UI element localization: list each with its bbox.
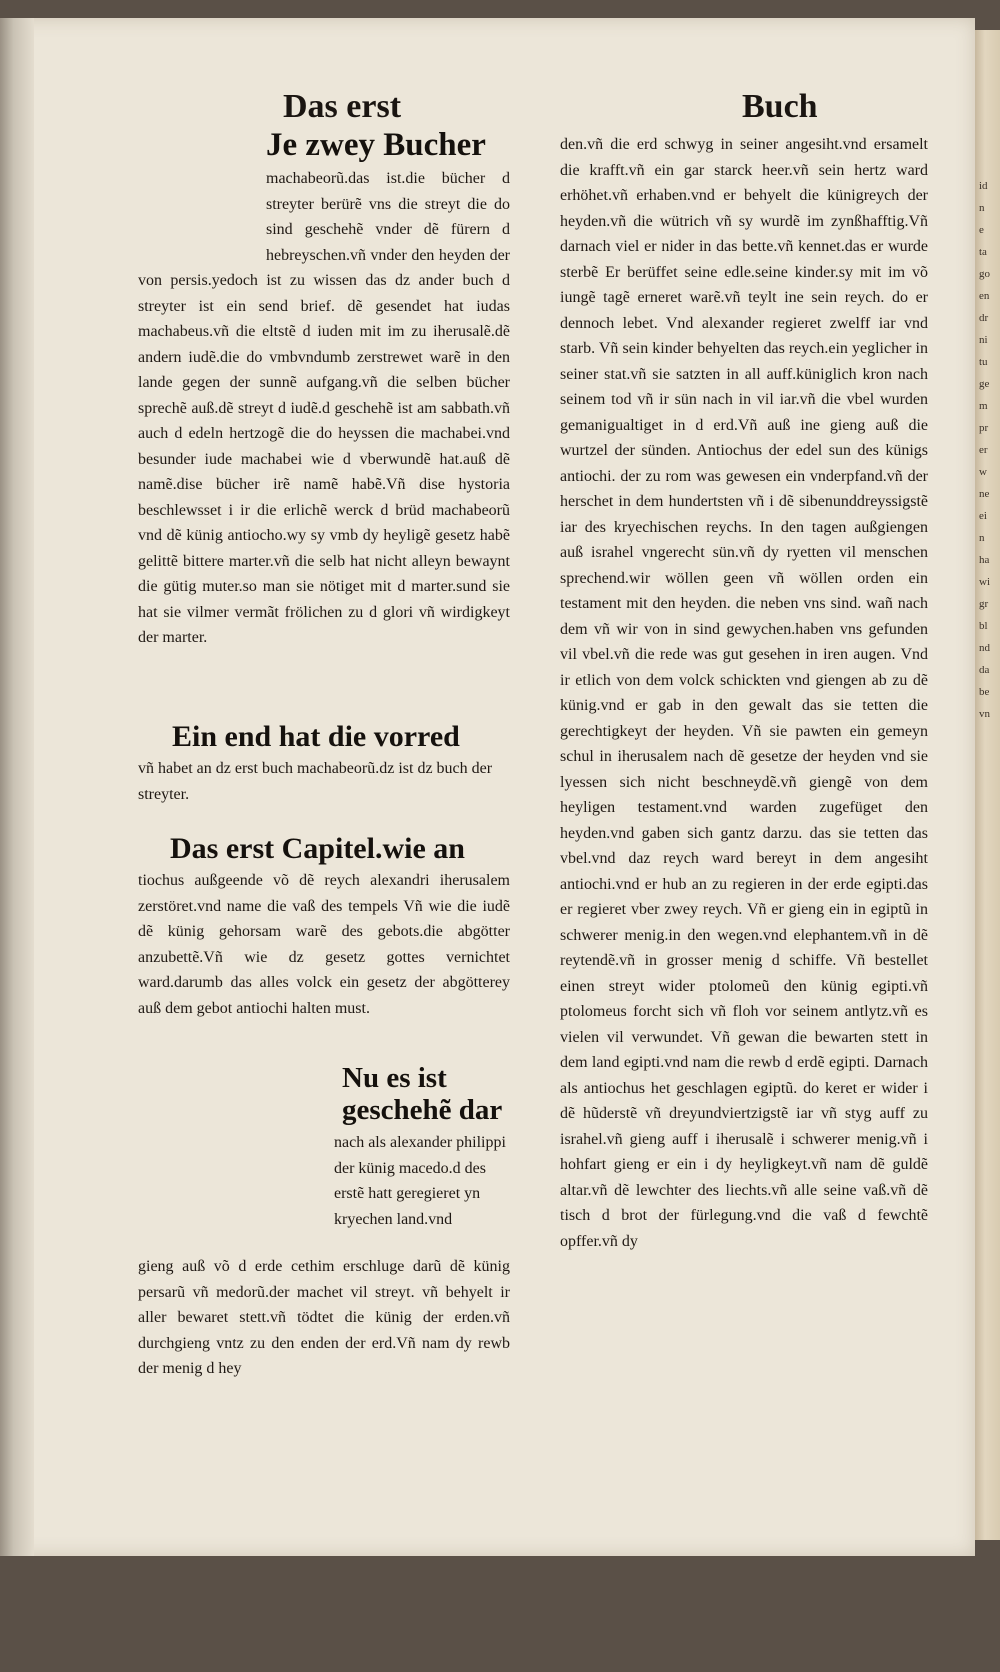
next-page-fragment: ei — [979, 510, 987, 522]
next-page-fragment: n — [979, 532, 985, 544]
intro-paragraph: machabeorũ.das ist.die bücher d streyter berürẽ vns die streyt die do sind geschehẽ vnder dẽ fürern d hebreyschen.vñ vnder den heyden der von persis.yedoch ist zu wissen das dz ander buch d streyter ist ein send brief. dẽ gesendet hat iudas machabeus.vñ die eltstẽ d iuden mit im zu iherusalẽ.dẽ andern iudẽ.die do vmbvndumb zerstrewet warẽ in den lande gegen der sunnẽ aufgang.vñ die selben bücher sprechẽ auß.dẽ streyt d iudẽ.d geschehẽ ist am sabbath.vñ auch d edeln hertzogẽ die do heyssen die machabei.vnd besunder iude machabei wie d vberwundẽ hat.auß dẽ namẽ.dise bücher irẽ namẽ habẽ.Vñ dise hystoria beschlewsset i ir die erlichẽ werck d brüd machabeorũ vnd dẽ künig antiocho.wy sy vmb dy heyligẽ gesetz habẽ gelittẽ bittere marter.vñ die selb hat nicht alleyn bewaynt die gütig muter.so man sie nötiget mit d marter.sund sie hat sie vilmer vermãt frölichen zu d glori vñ wirdigkeyt der marter. — [138, 170, 510, 646]
next-page-fragment: dr — [979, 312, 989, 324]
text-after-initial: gieng auß võ d erde cethim erschluge darũ dẽ künig persarũ vñ medorũ.der machet vil streyt. vñ behyelt ir aller bewaret stett.vñ tödtet die künig der erden.vñ durchgieng vntz zu den enden der erd.Vñ nam dy rewb der menig d hey — [138, 1258, 510, 1377]
next-page-edge — [975, 30, 1000, 1540]
next-page-fragment: n — [979, 202, 985, 214]
page-gutter — [0, 18, 34, 1556]
left-column — [138, 126, 510, 1666]
running-head-left: Das erst — [283, 88, 402, 125]
next-page-fragment: be — [979, 686, 990, 698]
next-page-fragment: en — [979, 290, 990, 302]
next-page-fragment: w — [979, 466, 987, 478]
next-page-fragment: id — [979, 180, 988, 192]
initial-heading: Nu es ist geschehẽ dar — [342, 1062, 503, 1126]
next-page-fragment: e — [979, 224, 984, 236]
next-page-fragment: gr — [979, 598, 989, 610]
next-page-fragment: ge — [979, 378, 990, 390]
chapter-summary: tiochus außgeende võ dẽ reych alexandri iherusalem zerstöret.vnd name die vaß des tempels Vñ wie die iudẽ dẽ künig gehorsam warẽ des gebots.die abgötter anzubettẽ.Vñ wie dz gesetz gottes vernichtet ward.darumb das alles volck ein gesetz der abgötterey auß dem gebot antiochi halten must. — [138, 872, 510, 1017]
next-page-fragment: da — [979, 664, 990, 676]
running-head-right: Buch — [742, 88, 818, 125]
next-page-fragment: tu — [979, 356, 988, 368]
text-beside-initial: nach als alexander philippi der künig macedo.d des erstẽ hatt geregieret yn kryechen land.vnd — [334, 1134, 506, 1228]
right-column — [560, 132, 928, 1672]
end-of-prologue-heading: Ein end hat die vorred — [172, 720, 460, 753]
next-page-fragment: ha — [979, 554, 990, 566]
next-page-fragment: ni — [979, 334, 988, 346]
next-page-fragment: bl — [979, 620, 988, 632]
next-page-fragment: pr — [979, 422, 989, 434]
next-page-fragment: nd — [979, 642, 990, 654]
end-of-prologue-note: vñ habet an dz erst buch machabeorũ.dz ist dz buch der streyter. — [138, 760, 493, 803]
chapter-heading: Das erst Capitel.wie an — [170, 832, 465, 865]
next-page-fragment: ta — [979, 246, 987, 258]
next-page-fragment: er — [979, 444, 988, 456]
next-page-fragment: vn — [979, 708, 990, 720]
next-page-fragment: m — [979, 400, 988, 412]
right-column-text: den.vñ die erd schwyg in seiner angesiht.vnd ersamelt die krafft.vñ ein gar starck heer.vñ sein hertz ward erhöhet.vñ erhaben.vnd er behyelt die künigreych der heyden.vñ die wütrich vñ sy wurdẽ im zynßhafftig.Vñ darnach viel er nider in das bette.vñ kennet.das er wurde sterbẽ Er berüffet seine edle.seine kinder.sy mit im võ iungẽ tagẽ erneret warẽ.vñ teylt ine sein reych. do er dennoch lebet. Vnd alexander regieret zwelff iar vnd starb. Vñ sein kinder behyelten das reych.ein yeglicher in seiner stat.vñ sie satzten in all auff.küniglich kron nach seinem tod vñ ir sün nach in vil iar.vñ die vbel wurden gemanigualtiget in d erd.Vñ auß ine gieng auß die wurtzel der sünden. Antiochus der edel sun des künigs antiochi. der zu rom was gewesen ein vnderpfand.vñ der herschet in dem hundertsten vñ i dẽ sibenunddreyssigstẽ iar des kryechischen reychs. In den tagen außgiengen auß israhel vngerecht sün.vñ dy ryetten vil menschen sprechend.wir wöllen geen vñ wöllen orden ein testament mit den heyden. die neben vns sind. wañ nach dem vñ wir von in sind gewychen.haben vns gefunden vil vbel.vñ die rede was gut gesehen in iren augen. Vnd ir etlich von dem volck schickten vnd giengen ab zu dẽ künig.vnd er gab in den gewalt das sie tetten die gerechtigkeyt der heyden. Vñ sie pawten ein gemeyn schul in iherusalem nach dẽ gesetze der heyden vnd sie lyessen sich nicht beschneydẽ.vñ giengẽ von dem heyligen testament.vnd warden zugefüget den heyden.vnd gaben sich gantz darzu. das sie tetten das vbel.vnd daz reych ward bereyt in dem angesiht antiochi.vnd er hub an zu regieren in der erde egipti.das er regieret vber zwey reych. Vñ er gieng ein in egiptũ in schwerer menig.in den wegen.vnd elephantem.vñ in dẽ reytendẽ.vñ in grosser menig d schiffe. Vñ bestellet einen streyt wider ptolomeũ den künig egipti.vñ ptolomeus forcht sich vñ floh vor seinem antlytz.vñ es vielen vil verwundet. Vñ gewan die bewarten stett in dem land egipti.vnd nam die rewb d erdẽ egipti. Darnach als antiochus het geschlagen egiptũ. do keret er wider i dẽ hũderstẽ vñ dreyundviertzigstẽ iar vñ styg auff zu israhel.vñ gieng auff i iherusalẽ i schwerer menig.vñ i hohfart gieng er ein i dy heyligkeyt.vñ nam dẽ guldẽ altar.vñ dẽ lewchter des liechts.vñ alle seine vaß.vñ dẽ tisch d brot der fürlegung.vnd die vaß d fewchtẽ opffer.vñ dy — [560, 136, 928, 1250]
next-page-fragment: go — [979, 268, 990, 280]
book-page — [0, 18, 975, 1556]
incipit-title: Je zwey Bucher — [266, 127, 486, 163]
next-page-fragment: wi — [979, 576, 990, 588]
next-page-fragment: ne — [979, 488, 990, 500]
